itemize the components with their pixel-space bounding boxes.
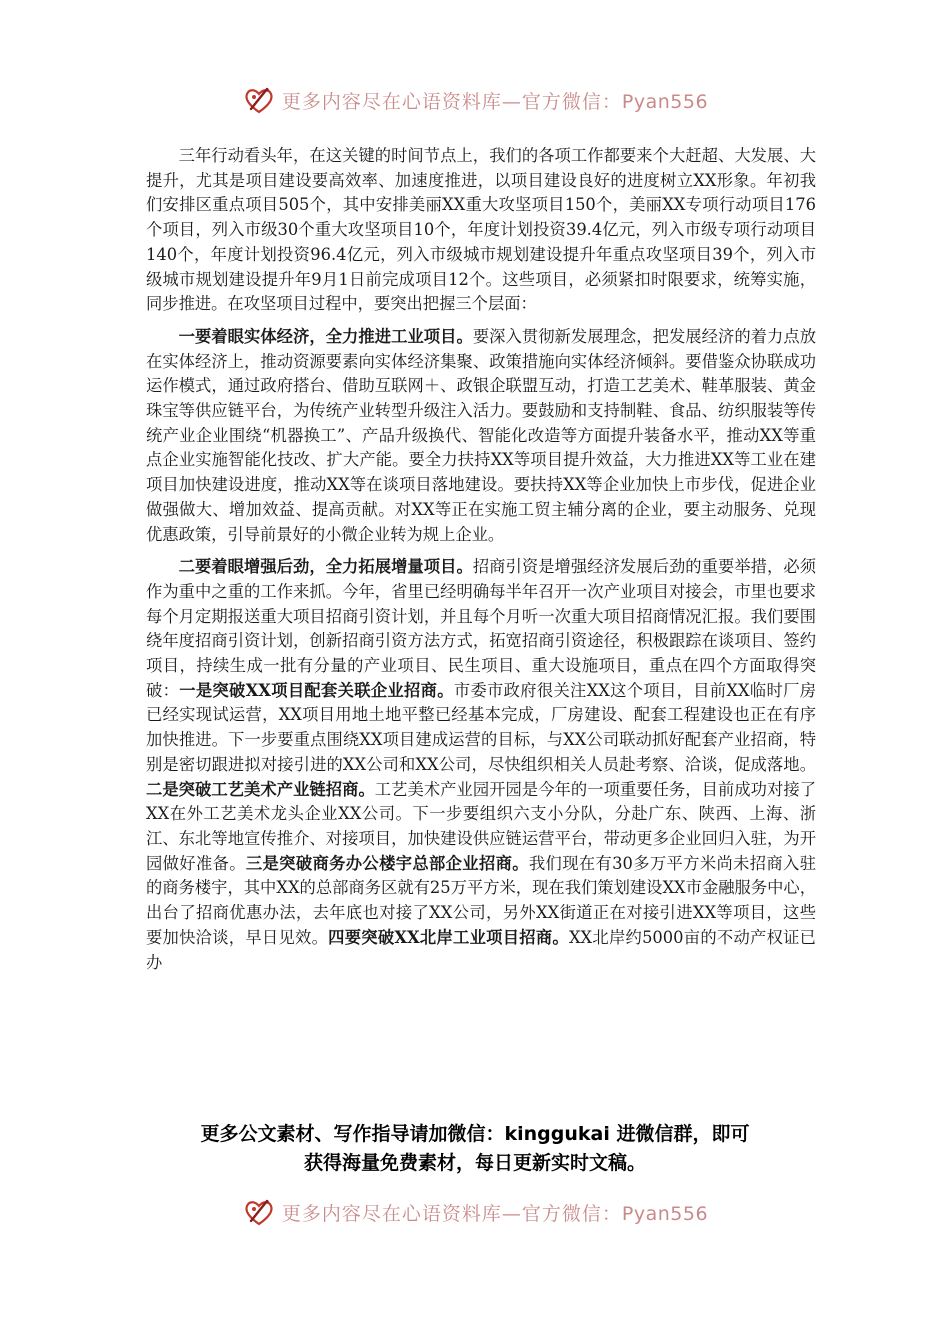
heart-pen-logo-icon — [242, 83, 276, 117]
heart-pen-logo-icon — [242, 1195, 276, 1229]
paragraph-3-point-1: 一是突破XX项目配套关联企业招商。 — [179, 680, 454, 700]
paragraph-1 — [146, 144, 816, 317]
promo-line-1: 更多公文素材、写作指导请加微信：kinggukai 进微信群，即可 — [200, 1123, 750, 1145]
footer-brand-text — [282, 1199, 708, 1226]
paragraph-2-heading: 一要着眼实体经济，全力推进工业项目。 — [178, 326, 473, 346]
paragraph-1-text: 三年行动看头年，在这关键的时间节点上，我们的各项工作都要来个大赶超、大发展、大提升，尤其是项目建设要高效率、加速度推进，以项目建设良好的进度树立XX形象。年初我们安排区重点项目505个，其中安排美丽XX重大攻坚项目150个，美丽XX专项行动项目176个项目，列入市级30个重大攻坚项目10个，年度计划投资39.4亿元，列入市级专项行动项目140个，年度计划投资96.4亿元，列入市级城市规划建设提升年重点攻坚项目39个，列入市级城市规划建设提升年9月1日前完成项目12个。这些项目，必须紧扣时限要求，统筹实施，同步推进。在攻坚项目过程中，要突出把握三个层面： — [146, 146, 816, 314]
paragraph-3-text-1: 招商引资是增强经济发展后劲的重要举措，必须作为重中之重的工作来抓。今年，省里已经明确每半年召开一次产业项目对接会，市里也要求每个月定期报送重大项目招商引资计划，并且每个月听一次重大项目招商情况汇报。我们要围绕年度招商引资计划，创新招商引资方法方式，拓宽招商引资途径，积极跟踪在谈项目、签约项目，持续生成一批有分量的产业项目、民生项目、重大设施项目，重点在四个方面取得突破： — [146, 557, 816, 700]
header-brand-id: Pyan556 — [621, 90, 709, 113]
paragraph-3-point-2: 二是突破工艺美术产业链招商。 — [146, 779, 375, 799]
footer-brand-label: 更多内容尽在心语资料库—官方微信： — [281, 1202, 622, 1225]
document-body — [146, 144, 816, 975]
paragraph-3-text-3: 工艺美术产业园开园是今年的一项重要任务，目前成功对接了XX在外工艺美术龙头企业XX公司。下一步要组织六支小分队，分赴广东、陕西、上海、浙江、东北等地宣传推介、对接项目，加快建设供应链运营平台，带动更多企业回归入驻，为开园做好准备。 — [146, 779, 816, 873]
header-brand-bar — [0, 80, 950, 120]
header-brand-label: 更多内容尽在心语资料库—官方微信： — [281, 90, 622, 113]
paragraph-2-text: 要深入贯彻新发展理念，把发展经济的着力点放在实体经济上，推动资源要素向实体经济集聚、政策措施向实体经济倾斜。要借鉴众协联成功运作模式，通过政府搭台、借助互联网＋、政银企联盟互动，打造工艺美术、鞋革服装、黄金珠宝等供应链平台，为传统产业转型升级注入活力。要鼓励和支持制鞋、食品、纺织服装等传统产业企业围绕“机器换工”、产品升级换代、智能化改造等方面提升装备水平，推动XX等重点企业实施智能化技改、扩大产能。要全力扶持XX等项目提升效益，大力推进XX等工业在建项目加快建设进度，推动XX等在谈项目落地建设。要扶持XX等企业加快上市步伐，促进企业做强做大、增加效益、提高贡献。对XX等正在实施工贸主辅分离的企业，要主动服务、兑现优惠政策，引导前景好的小微企业转为规上企业。 — [146, 326, 816, 544]
paragraph-3-point-3: 三是突破商务办公楼宇总部企业招商。 — [245, 853, 529, 873]
footer-brand-bar — [0, 1192, 950, 1232]
header-brand-text — [282, 87, 708, 114]
paragraph-3 — [146, 555, 816, 975]
paragraph-3-text-4: 我们现在有30多万平方米尚未招商入驻的商务楼宇，其中XX的总部商务区就有25万平方米，现在我们策划建设XX市金融服务中心，出台了招商优惠办法，去年底也对接了XX公司，另外XX街道正在对接引进XX等项目，这些要加快洽谈，早日见效。 — [146, 853, 816, 947]
paragraph-3-text-5: XX北岸约5000亩的不动产权证已办 — [146, 927, 816, 972]
footer-brand-id: Pyan556 — [621, 1202, 709, 1225]
promo-line-2: 获得海量免费素材，每日更新实时文稿。 — [303, 1152, 646, 1174]
paragraph-2 — [146, 325, 816, 547]
paragraph-3-heading: 二要着眼增强后劲，全力拓展增量项目。 — [178, 557, 473, 577]
paragraph-3-text-2: 市委市政府很关注XX这个项目，目前XX临时厂房已经实现试运营，XX项目用地土地平整已经基本完成，厂房建设、配套工程建设也正在有序加快推进。下一步要重点围绕XX项目建成运营的目标，与XX公司联动抓好配套产业招商，特别是密切跟进拟对接引进的XX公司和XX公司，尽快组织相关人员赴考察、洽谈，促成落地。 — [146, 680, 816, 774]
promo-banner — [100, 1120, 850, 1178]
paragraph-3-point-4: 四要突破XX北岸工业项目招商。 — [328, 927, 569, 947]
